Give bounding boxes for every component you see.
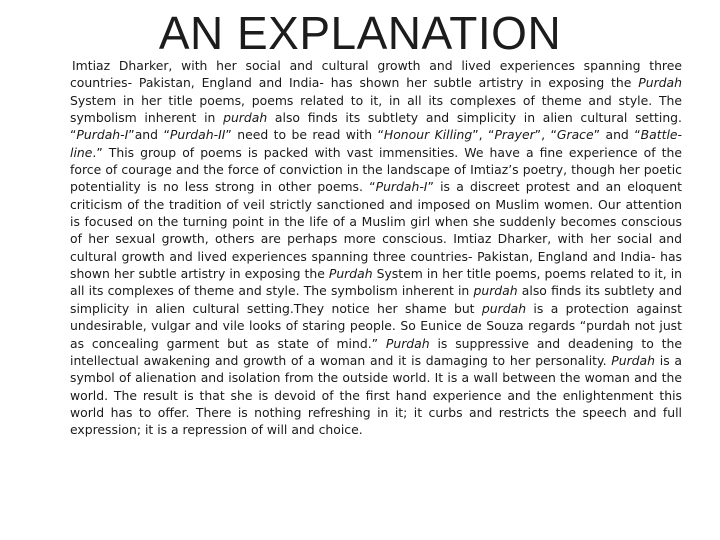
italic-run: purdah [223, 110, 268, 126]
text-run: also finds its subtlety and simplicity in alien cultural setting.They notice her shame but [70, 283, 682, 316]
text-run: ” need to be read with “ [225, 127, 384, 143]
text-run: is a symbol of alienation and isolation from the outside world. It is a wall between the woman and the world. The result is that she is devoid of the first hand experience and the enlightenment this world has to offer. There is nothing refreshing in it; it curbs and restricts the speech and full expression; it is a repression of will and choice. [70, 352, 682, 438]
italic-run: Purdah [638, 75, 682, 91]
italic-run: purdah [481, 300, 527, 316]
text-run: .” This group of poems is packed with vast immensities. We have a fine experience of the force of courage and the force of conviction in the landscape of Imtiaz’s poetry, though her poetic potentiality is no less strong in other poems. “ [70, 144, 682, 195]
text-run: ” and “ [593, 127, 641, 143]
text-run: System in her title poems, poems related to it, in all its complexes of theme and style. The symbolism inherent in [70, 92, 682, 126]
text-run: is suppressive and deadening to the intellectual awakening and growth of a woman and it is damaging to her personality. [70, 335, 682, 368]
italic-run: Grace [556, 127, 594, 143]
italic-run: Purdah-II [169, 127, 226, 143]
italic-run: Prayer [494, 127, 535, 143]
text-run: ”and “ [128, 127, 170, 143]
text-run: also finds its subtlety and simplicity in alien cultural setting. “ [70, 110, 682, 143]
text-run: Imtiaz Dharker, with her social and cultural growth and lived experiences spanning three countries- Pakistan, England and India- has shown her subtle artistry in exposing the [70, 58, 682, 91]
text-run: ”, “ [534, 127, 557, 143]
italic-run: purdah [473, 283, 518, 299]
italic-run: Honour Killing [383, 127, 473, 143]
italic-run: Battle-line [70, 127, 682, 160]
slide-title: AN EXPLANATION [158, 7, 562, 59]
italic-run: Purdah [328, 266, 373, 282]
text-run: ” is a discreet protest and an eloquent criticism of the tradition of veil strictly sanctioned and imposed on Muslim women. Our attention is focused on the turning point in the life of a Muslim girl when she suddenly becomes conscious of her sexual growth, others are perhaps more conscious. Imtiaz Dharker, with her social and cultural growth and lived experiences spanning three countries- Pakistan, England and India- has shown her subtle artistry in exposing the [70, 179, 682, 282]
text-run: System in her title poems, poems related to it, in all its complexes of theme and style. The symbolism inherent in [70, 266, 682, 299]
italic-run: Purdah-I [375, 179, 428, 195]
italic-run: Purdah [385, 335, 430, 351]
body-paragraph [70, 57, 682, 439]
text-run: ”, “ [472, 127, 495, 143]
italic-run: Purdah [611, 352, 655, 368]
italic-run: Purdah-I [76, 127, 129, 143]
text-run: is a protection against undesirable, vulgar and vile looks of staring people. So Eunice de Souza regards “purdah not just as concealing garment but as state of mind.” [70, 300, 682, 351]
